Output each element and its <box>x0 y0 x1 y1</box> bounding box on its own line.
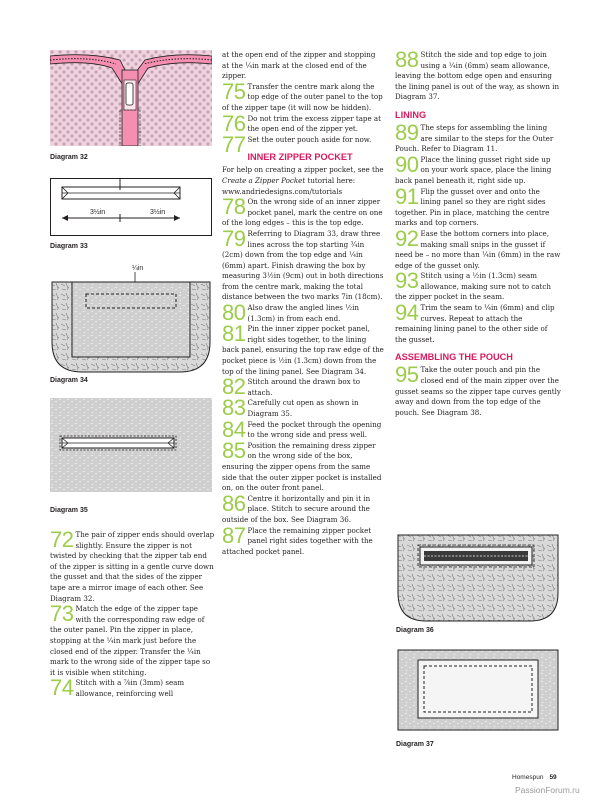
diagram-33-caption: Diagram 33 <box>50 243 88 250</box>
step-text: Stitch with a ⅞in (3mm) seam allowance, reinforcing well <box>75 678 185 698</box>
diagram-34 <box>50 262 212 374</box>
step-number: 73 <box>50 601 74 627</box>
diagram-34-top-label: ¼in <box>132 265 144 272</box>
diagram-33 <box>50 178 212 236</box>
step-88 <box>395 47 561 103</box>
step-text: Stitch using a ½in (1.3cm) seam allowance, making sure not to catch the zipper pocket in the seam. <box>395 271 551 302</box>
step-text: Place the remaining zipper pocket panel right sides together with the attached pocket panel. <box>222 525 373 556</box>
column-2-steps-a <box>222 78 384 157</box>
step-text: Take the outer pouch and pin the closed end of the main zipper over the gusset seams so the zipper tape curves gently away and down from the top edge of the pouch. See Diagram 38. <box>395 365 561 417</box>
step-72 <box>50 527 215 604</box>
step-80 <box>222 300 384 326</box>
step-text: Stitch around the drawn box to attach. <box>247 377 361 397</box>
step-text: The steps for assembling the lining are similar to the steps for the Outer Pouch. Refer to Diagram 11. <box>395 122 554 154</box>
step-text: Feed the pocket through the opening to the wrong side and press well. <box>247 419 382 440</box>
step-text: Centre it horizontally and pin it in place. Stitch to secure around the outside of the box. See Diagram 36. <box>222 493 371 524</box>
column-3-steps-c <box>395 362 561 418</box>
step-number: 92 <box>395 225 419 251</box>
diagram-36-caption: Diagram 36 <box>396 627 434 634</box>
step-text: Match the edge of the zipper tape with the corresponding raw edge of the outer panel. Pin the zipper in place, stopping at the ¼in mark just before the closed end of the zipper. Transfer the ¼in mark to the wrong side of the zipper tape so it is visible when stitching. <box>50 604 211 677</box>
step-74 <box>50 675 215 701</box>
diagram-32-caption: Diagram 32 <box>50 154 88 161</box>
step-number: 89 <box>395 119 419 145</box>
step-number: 95 <box>395 362 419 388</box>
diagram-35-caption: Diagram 35 <box>50 507 88 514</box>
inner-intro: For help on creating a zipper pocket, see the Create a Zipper Pocket tutorial here: www.andriedesigns.com/tutorials <box>222 165 384 196</box>
step-number: 93 <box>395 268 419 294</box>
step-92 <box>395 225 561 271</box>
column-2 <box>222 50 384 557</box>
diagram-33-right-label: 3½in <box>150 209 166 216</box>
step-text: Set the outer pouch aside for now. <box>247 134 372 144</box>
step-87 <box>222 522 384 558</box>
step-text: Place the lining gusset right side up on your work space, place the lining back panel beneath it, right side up. <box>395 154 552 185</box>
diagram-33-left-label: 3½in <box>90 209 106 216</box>
step-number: 85 <box>222 437 246 463</box>
step-number: 76 <box>222 110 246 136</box>
step-89 <box>395 119 561 155</box>
step-number: 79 <box>222 225 246 251</box>
diagram-35 <box>50 398 212 492</box>
step-number: 80 <box>222 300 246 326</box>
step-81 <box>222 321 384 377</box>
step-95 <box>395 362 561 418</box>
step-number: 72 <box>50 527 74 552</box>
step-number: 77 <box>222 131 246 157</box>
step-93 <box>395 268 561 303</box>
step-text: Trim the seam to ¼in (6mm) and clip curves. Repeat to attach the remaining lining panel to the other side of the gusset. <box>395 303 555 344</box>
heading-assembling-the-pouch: ASSEMBLING THE POUCH <box>395 352 513 363</box>
step-85 <box>222 437 384 494</box>
step-number: 81 <box>222 321 246 347</box>
step-number: 84 <box>222 416 246 442</box>
page-number: 59 <box>549 774 557 781</box>
column-2-top-text: at the open end of the zipper and stopping at the ¼in mark at the closed end of the zipper. <box>222 50 376 81</box>
step-text: Carefully cut open as shown in Diagram 35. <box>247 398 359 418</box>
step-text: Ease the bottom corners into place, making small snips in the gusset if need be – no more than ¼in (6mm) in the raw edge of the gusset only. <box>395 228 561 270</box>
watermark: PassionForum.ru <box>515 785 580 795</box>
step-77 <box>222 131 384 157</box>
step-number: 87 <box>222 522 246 548</box>
step-number: 91 <box>395 183 419 209</box>
step-83 <box>222 395 384 421</box>
diagram-37 <box>396 648 560 732</box>
step-text: Position the remaining dress zipper on the wrong side of the box, ensuring the zipper opens from the same side that the outer zipper pocket is installed on, on the outer front panel. <box>222 440 382 493</box>
step-text: Pin the inner zipper pocket panel, right sides together, to the lining back panel, ensuring the top raw edge of the pocket piece is ½in (1.3cm) down from the top of the lining panel. See Diagram 34. <box>222 324 384 376</box>
step-number: 78 <box>222 194 246 220</box>
step-number: 90 <box>395 151 419 177</box>
heading-inner-zipper-pocket: INNER ZIPPER POCKET <box>247 152 353 163</box>
diagram-36 <box>396 533 560 623</box>
step-text: Flip the gusset over and onto the lining panel so they are right sides together. Pin in place, matching the centre marks and top corners. <box>395 186 550 228</box>
step-text: Transfer the centre mark along the top edge of the outer panel to the top of the zipper tape (it will now be hidden). <box>222 81 383 112</box>
step-84 <box>222 416 384 442</box>
page-footer <box>512 774 557 781</box>
step-text: Also draw the angled lines ½in (1.3cm) in from each end. <box>247 303 359 323</box>
heading-lining: LINING <box>395 109 427 120</box>
step-78 <box>222 194 384 229</box>
column-1-steps <box>50 527 215 701</box>
column-3 <box>395 47 561 418</box>
diagram-37-caption: Diagram 37 <box>396 741 434 748</box>
step-86 <box>222 490 384 526</box>
diagram-32 <box>50 50 212 146</box>
column-3-steps-a <box>395 47 561 103</box>
step-text: Do not trim the excess zipper tape at the open end of the zipper yet. <box>247 113 381 134</box>
step-91 <box>395 183 561 229</box>
step-90 <box>395 151 561 187</box>
step-number: 86 <box>222 490 246 516</box>
diagram-34-caption: Diagram 34 <box>50 377 88 384</box>
step-number: 82 <box>222 374 246 400</box>
step-number: 75 <box>222 78 246 104</box>
step-text: On the wrong side of an inner zipper pocket panel, mark the centre on one of the long edges – this is the top edge. <box>222 197 383 228</box>
step-number: 88 <box>395 47 419 72</box>
step-73 <box>50 601 215 678</box>
step-82 <box>222 374 384 400</box>
step-number: 83 <box>222 395 246 421</box>
step-text: The pair of zipper ends should overlap slightly. Ensure the zipper is not twisted by checking that the zipper tab end of the zipper is sitting in a gentle curve down the gusset and that the sides of the zipper tape are a mirror image of each other. See Diagram 32. <box>50 530 215 603</box>
step-76 <box>222 110 384 136</box>
step-number: 94 <box>395 300 419 326</box>
column-2-steps-b <box>222 194 384 557</box>
step-number: 74 <box>50 675 74 701</box>
step-75 <box>222 78 384 114</box>
magazine-name: Homespun <box>512 774 544 781</box>
column-3-steps-b <box>395 119 561 345</box>
step-text: Referring to Diagram 33, draw three lines across the top starting ¾in (2cm) down from the top edge and ¼in (6mm) apart. Finish drawing the box by measuring 3½in (9cm) out in both directions from the centre mark, making the total distance between the two marks 7in (18cm). <box>222 228 384 302</box>
step-79 <box>222 225 384 303</box>
step-text: Stitch the side and top edge to join using a ¼in (6mm) seam allowance, leaving the bottom edge open and ensuring the lining panel is out of the way, as shown in Diagram 37. <box>395 50 560 102</box>
step-94 <box>395 300 561 345</box>
